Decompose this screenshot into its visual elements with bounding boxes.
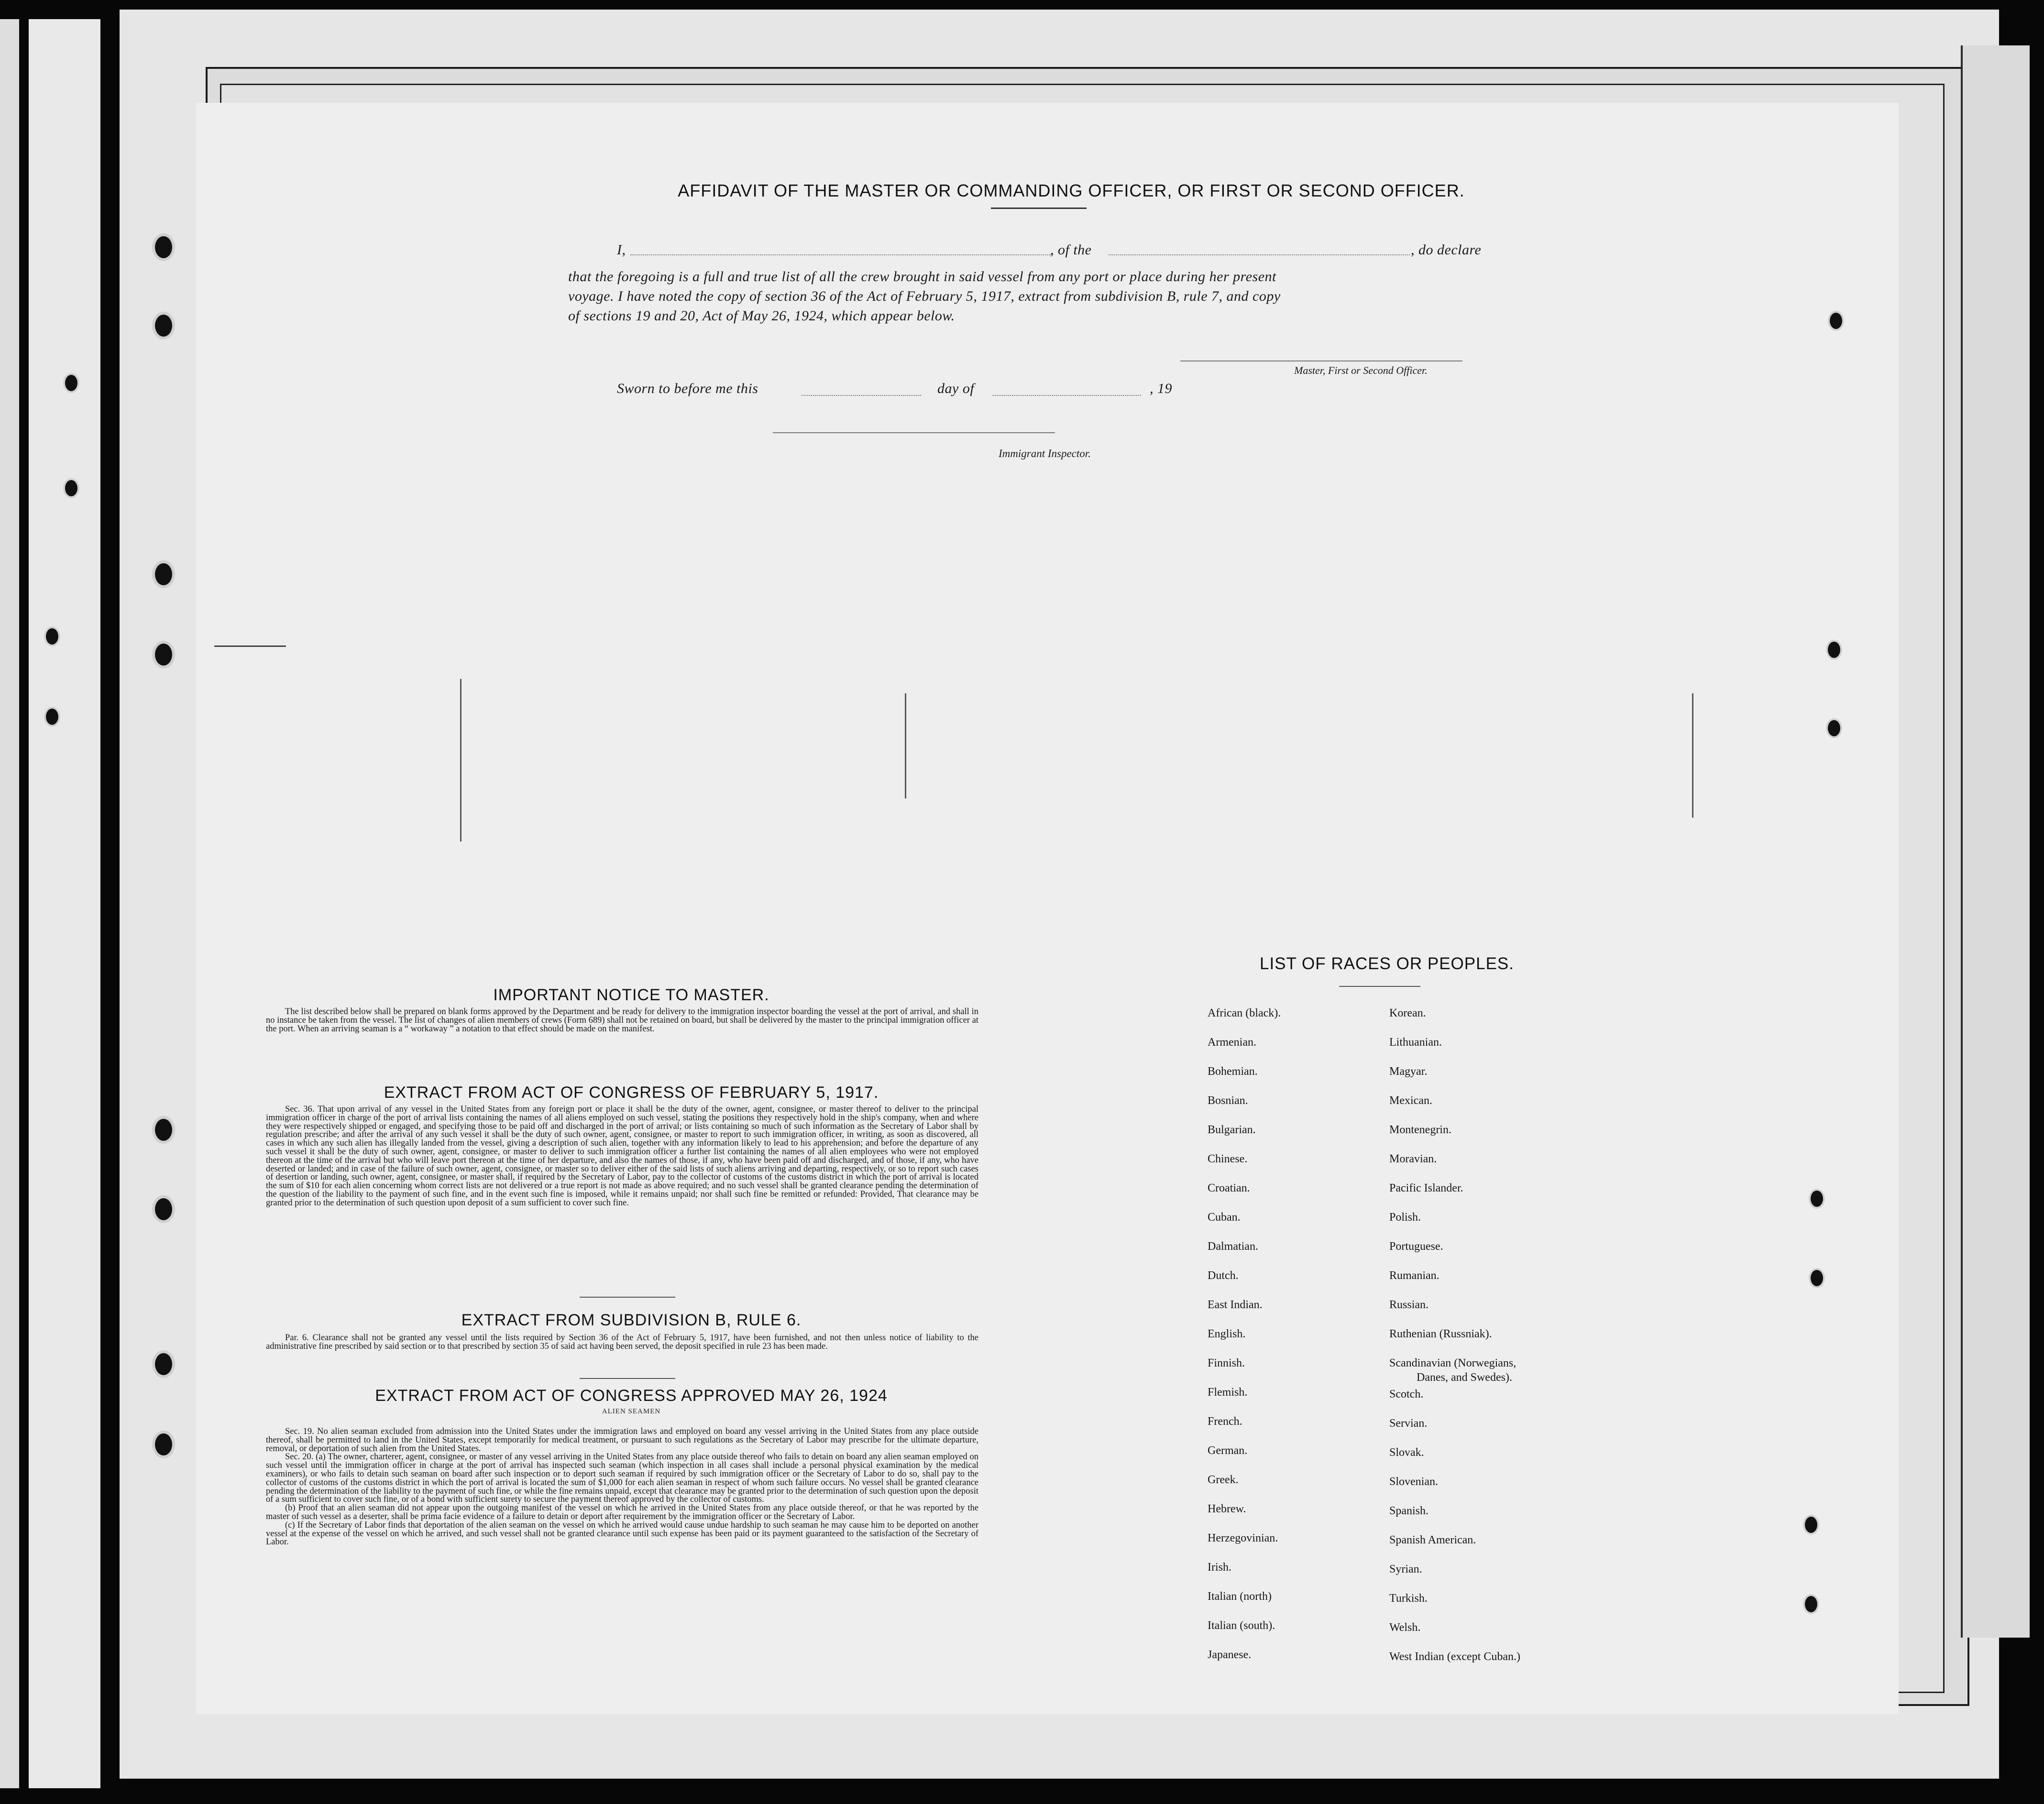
- race-item: Welsh.: [1389, 1621, 1421, 1634]
- race-item: Bosnian.: [1208, 1094, 1248, 1107]
- race-item: Ruthenian (Russniak).: [1389, 1328, 1492, 1340]
- column-rule: [1692, 693, 1693, 818]
- race-item: West Indian (except Cuban.): [1389, 1651, 1520, 1663]
- sworn-label: Sworn to before me this: [617, 381, 758, 396]
- punch-hole-icon: [1828, 311, 1844, 331]
- punch-hole-icon: [1809, 1189, 1825, 1209]
- race-item: Slovenian.: [1389, 1476, 1438, 1488]
- rule-6-paragraph: Par. 6. Clearance shall not be granted any vessel until the lists required by Section 36 of the Act of February 5, 1917, have been furnished, and not then unless notice of liability to the administrative fine prescribed by said section or to that prescribed by section 35 of said act having been served, the deposit specified in rule 23 has been made.: [266, 1333, 978, 1351]
- race-item: Finnish.: [1208, 1357, 1245, 1369]
- race-item: Portuguese.: [1389, 1240, 1443, 1253]
- race-item: Cuban.: [1208, 1211, 1241, 1224]
- race-item: Mexican.: [1389, 1094, 1432, 1107]
- divider: [580, 1378, 675, 1379]
- race-item: Syrian.: [1389, 1563, 1422, 1575]
- race-item: Greek.: [1208, 1474, 1239, 1486]
- punch-hole-icon: [1803, 1594, 1819, 1614]
- vessel-fill-line: [1109, 254, 1410, 255]
- punch-hole-icon: [44, 707, 60, 727]
- master-signature-label: Master, First or Second Officer.: [1294, 364, 1428, 376]
- race-item: East Indian.: [1208, 1299, 1263, 1311]
- left-binding-sheet: [29, 19, 100, 1788]
- affidavit-title: AFFIDAVIT OF THE MASTER OR COMMANDING OFFICER, OR FIRST OR SECOND OFFICER.: [678, 181, 1465, 200]
- affidavit-line-3: voyage. I have noted the copy of section 36 of the Act of February 5, 1917, extract from subdivision B, rule 7, and copy: [568, 288, 1281, 304]
- punch-hole-icon: [44, 626, 60, 646]
- race-item: French.: [1208, 1415, 1242, 1428]
- race-item: Russian.: [1389, 1299, 1429, 1311]
- punch-hole-icon: [1809, 1268, 1825, 1288]
- punch-hole-icon: [152, 1116, 175, 1144]
- punch-hole-icon: [152, 312, 175, 339]
- race-item: Danes, and Swedes).: [1417, 1371, 1512, 1384]
- act-1917-paragraph: Sec. 36. That upon arrival of any vessel in the United States from any foreign port or place it shall be the duty of the owner, agent, consignee, or master thereof to deliver to the principal immigration officer in charge of the port of arrival lists containing the names of all aliens employed on such vessel, stating the positions they respectively hold in the ship's company, when and where they were respectively shipped or engaged, and specifying those to be paid off and discharged in the port of arrival; or lists containing so much of such information as the Secretary of Labor shall by regulation prescribe; and after the arrival of any such vessel it shall be the duty of such owner, agent, consignee, or master to report to such immigration officer, in writing, as soon as discovered, all cases in which any such alien has illegally landed from the vessel, giving a description of such alien, together with any information likely to lead to his apprehension; and before the departure of any such vessel it shall be the duty of such owner, agent, consignee, or master to deliver to such immigration officer a further list containing the names of all alien employees who were not employed thereon at the time of the arrival but who will leave port thereon at the time of her departure, and also the names of those, if any, who have been paid off and discharged, and of those, if any, who have deserted or landed; and in case of the failure of such owner, agent, consignee, or master so to deliver either of the said lists of such aliens arriving and departing, respectively, or so to report such cases of desertion or landing, such owner, agent, consignee, or master shall, if required by the Secretary of Labor, pay to the collector of customs of the customs district in which the port of arrival is located the sum of $10 for each alien concerning whom correct lists are not delivered or a true report is not made as above required; and no such vessel shall be granted clearance pending the determination of the question of the liability to the payment of such fine, and in the event such fine is imposed, while it remains unpaid; nor shall such fine be remitted or refunded: Provided, That clearance may be granted prior to the determination of such question upon deposit of a sum sufficient to cover such fine.: [266, 1104, 978, 1208]
- act-1917-title: EXTRACT FROM ACT OF CONGRESS OF FEBRUARY 5, 1917.: [384, 1083, 879, 1102]
- act-1924-title: EXTRACT FROM ACT OF CONGRESS APPROVED MAY 26, 1924: [375, 1387, 888, 1405]
- affidavit-line-2: that the foregoing is a full and true list of all the crew brought in said vessel from any port or place during her present: [568, 269, 1276, 284]
- race-item: Flemish.: [1208, 1386, 1248, 1399]
- race-item: Turkish.: [1389, 1592, 1428, 1605]
- punch-hole-icon: [1803, 1515, 1819, 1535]
- punch-hole-icon: [152, 641, 175, 668]
- name-fill-line: [630, 254, 1051, 255]
- punch-hole-icon: [1826, 718, 1842, 738]
- act-1924-body: [266, 1428, 978, 1547]
- notice-body: [266, 1008, 978, 1033]
- divider: [580, 1297, 675, 1298]
- race-item: Scotch.: [1389, 1388, 1424, 1400]
- punch-hole-icon: [152, 560, 175, 588]
- punch-hole-icon: [152, 1350, 175, 1378]
- punch-hole-icon: [152, 1195, 175, 1223]
- day-of-label: day of: [937, 381, 975, 396]
- act-1924-subtitle: ALIEN SEAMEN: [602, 1408, 661, 1415]
- punch-hole-icon: [63, 478, 79, 498]
- punch-hole-icon: [152, 233, 175, 261]
- rule-6-body: [266, 1334, 978, 1351]
- inspector-signature-line: [773, 432, 1055, 433]
- column-rule: [460, 679, 462, 842]
- race-item: Rumanian.: [1389, 1269, 1440, 1282]
- punch-hole-icon: [152, 1431, 175, 1458]
- race-item: Spanish.: [1389, 1505, 1429, 1517]
- race-item: Italian (south).: [1208, 1619, 1275, 1632]
- rule-6-title: EXTRACT FROM SUBDIVISION B, RULE 6.: [461, 1311, 802, 1329]
- race-item: Montenegrin.: [1389, 1124, 1451, 1136]
- divider: [991, 208, 1087, 209]
- race-item: Italian (north): [1208, 1590, 1272, 1603]
- race-item: Servian.: [1389, 1417, 1428, 1430]
- race-item: Bohemian.: [1208, 1065, 1258, 1078]
- act-1924-sec-20b: (b) Proof that an alien seaman did not appear upon the outgoing manifest of the vessel on which he arrived in the United States from any place outside thereof, or that he was reported by the master of such vessel as a deserter, shall be prima facie evidence of a failure to detain or deport after requirement by the immigration officer or the Secretary of Labor.: [266, 1503, 978, 1521]
- act-1924-sec-20c: (c) If the Secretary of Labor finds that deportation of the alien seaman on the vessel on which he arrived would cause undue hardship to such seaman he may cause him to be deported on another vessel at the expense of the vessel on which he arrived, and such vessel shall not be granted clearance until such expense has been paid or its payment guaranteed to the satisfaction of the Secretary of Labor.: [266, 1520, 978, 1547]
- race-item: Dalmatian.: [1208, 1240, 1258, 1253]
- column-rule: [905, 693, 906, 798]
- race-item: Hebrew.: [1208, 1503, 1246, 1515]
- race-item: Moravian.: [1389, 1153, 1437, 1165]
- punch-hole-icon: [63, 373, 79, 393]
- inspector-label: Immigrant Inspector.: [999, 448, 1091, 459]
- race-item: Lithuanian.: [1389, 1036, 1442, 1049]
- affidavit-declare: , do declare: [1411, 242, 1482, 258]
- race-item: Armenian.: [1208, 1036, 1256, 1049]
- race-item: Korean.: [1389, 1007, 1426, 1019]
- affidavit-line-4: of sections 19 and 20, Act of May 26, 1924, which appear below.: [568, 308, 955, 324]
- sworn-day-line: [802, 395, 921, 396]
- ink-mark: [214, 645, 286, 647]
- race-item: Japanese.: [1208, 1649, 1252, 1661]
- race-item: Slovak.: [1389, 1446, 1424, 1459]
- act-1924-sec-19: Sec. 19. No alien seaman excluded from admission into the United States under the immigration laws and employed on board any vessel arriving in the United States from any place outside thereof, shall be permitted to land in the United States, except temporarily for medical treatment, or pursuant to such regulations as the Secretary of Labor may prescribe for the ultimate departure, removal, or deportation of such alien from the United States.: [266, 1427, 978, 1454]
- left-edge-sheet: [0, 19, 19, 1788]
- punch-hole-icon: [1826, 640, 1842, 660]
- race-item: Pacific Islander.: [1389, 1182, 1463, 1194]
- right-edge-sheet: [1961, 45, 2030, 1638]
- race-item: Chinese.: [1208, 1153, 1248, 1165]
- affidavit-i: I,: [617, 242, 626, 258]
- race-item: Scandinavian (Norwegians,: [1389, 1357, 1517, 1369]
- sworn-month-line: [993, 395, 1141, 396]
- year-label: , 19: [1150, 381, 1172, 396]
- races-title: LIST OF RACES OR PEOPLES.: [1259, 954, 1514, 973]
- race-item: Herzegovinian.: [1208, 1532, 1278, 1544]
- race-item: English.: [1208, 1328, 1246, 1340]
- race-item: Polish.: [1389, 1211, 1421, 1224]
- race-item: Dutch.: [1208, 1269, 1239, 1282]
- race-item: German.: [1208, 1444, 1248, 1457]
- race-item: Irish.: [1208, 1561, 1231, 1574]
- divider: [1339, 986, 1420, 987]
- race-item: Spanish American.: [1389, 1534, 1476, 1546]
- act-1924-sec-20a: Sec. 20. (a) The owner, charterer, agent, consignee, or master of any vessel arriving in the United States from any place outside thereof who fails to detain on board any alien seaman employed on such vessel until the immigration officer in charge at the port of arrival has inspected such seaman (which inspection in all cases shall include a personal physical examination by the medical examiners), or who fails to detain such seaman on board after such inspection or to deport such seaman if required by such immigration officer or the Secretary of Labor to do so, shall pay to the collector of customs of the customs district in which the port of arrival is located the sum of $1,000 for each alien seaman in respect of whom such failure occurs. No vessel shall be granted clearance pending the determination of the liability to the payment of such fine, or while the fine remains unpaid, except that clearance may be granted prior to the determination of such question upon the deposit of a sum sufficient to cover such fine, or of a bond with sufficient surety to secure the payment thereof approved by the collector of customs.: [266, 1452, 978, 1505]
- race-item: African (black).: [1208, 1007, 1281, 1019]
- race-item: Bulgarian.: [1208, 1124, 1256, 1136]
- notice-paragraph: The list described below shall be prepared on blank forms approved by the Department and be ready for delivery to the immigration inspector boarding the vessel at the port of arrival, and shall in no instance be taken from the vessel. The list of changes of alien members of crews (Form 689) shall not be retained on board, but shall be delivered by the master to the principal immigration officer at the port. When an arriving seaman is a “ workaway ” a notation to that effect should be made on the manifest.: [266, 1007, 978, 1034]
- race-item: Croatian.: [1208, 1182, 1250, 1194]
- act-1917-body: [266, 1105, 978, 1208]
- notice-title: IMPORTANT NOTICE TO MASTER.: [493, 986, 769, 1004]
- race-item: Magyar.: [1389, 1065, 1428, 1078]
- affidavit-of-the: , of the: [1050, 242, 1092, 258]
